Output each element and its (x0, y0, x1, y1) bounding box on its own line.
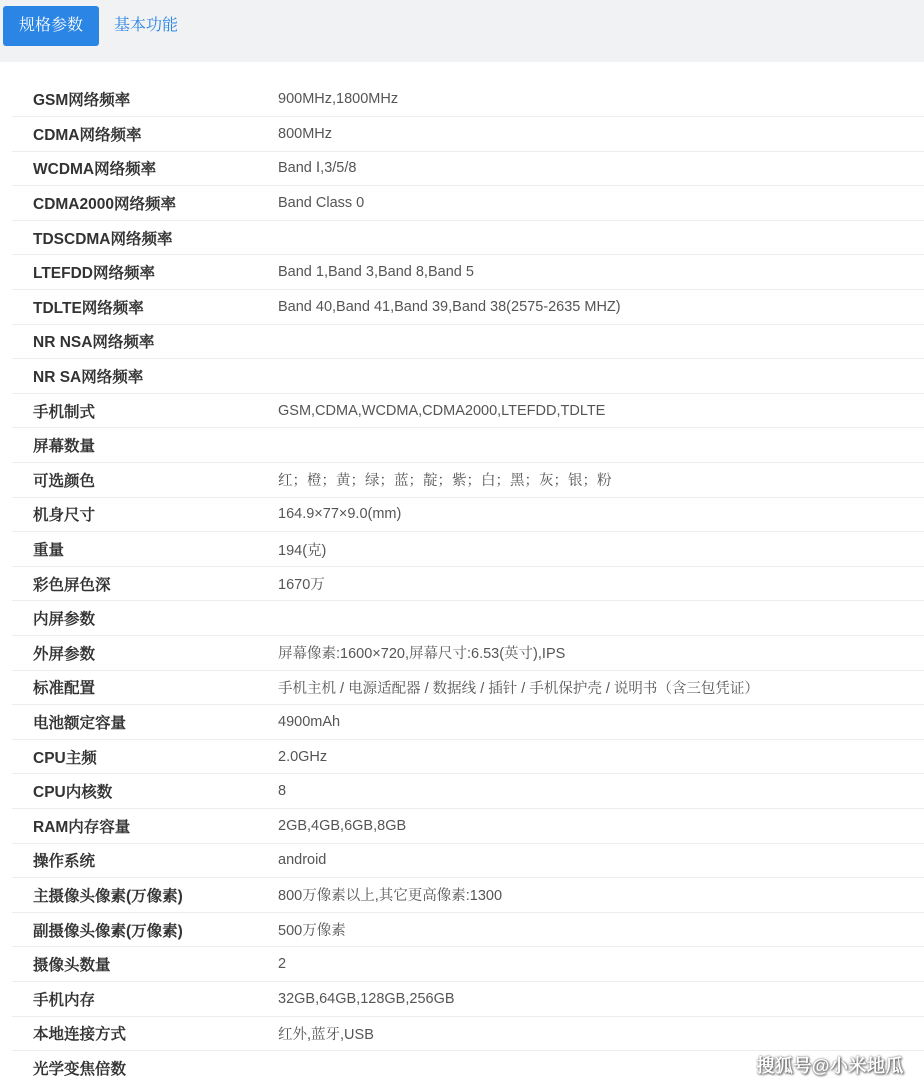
spec-row (12, 151, 924, 186)
spec-label: 可选颜色 (33, 472, 96, 490)
spec-value: 164.9×77×9.0(mm) (278, 506, 402, 523)
spec-label: CDMA网络频率 (33, 126, 142, 144)
spec-row (12, 670, 924, 705)
spec-row (12, 808, 924, 843)
spec-row (12, 636, 924, 671)
spec-row (12, 566, 924, 601)
spec-value (277, 601, 924, 636)
spec-label: 副摄像头像素(万像素) (33, 922, 183, 940)
spec-row (12, 220, 924, 255)
spec-label: RAM内存容量 (33, 818, 131, 836)
spec-row (12, 1016, 924, 1051)
spec-row (12, 739, 924, 774)
spec-label: TDLTE网络频率 (33, 299, 144, 317)
spec-value: 800万像素以上,其它更高像素:1300 (278, 888, 503, 905)
spec-label: 光学变焦倍数 (33, 1061, 127, 1079)
spec-label: 内屏参数 (33, 611, 96, 629)
spec-value (277, 324, 924, 359)
spec-label: 手机内存 (33, 991, 96, 1009)
spec-label: LTEFDD网络频率 (33, 265, 155, 283)
spec-value: 8 (278, 783, 287, 800)
spec-label: 摄像头数量 (33, 957, 111, 975)
spec-row (12, 705, 924, 740)
spec-value: 红外,蓝牙,USB (278, 1026, 374, 1043)
spec-value: 32GB,64GB,128GB,256GB (278, 990, 455, 1007)
spec-label: 外屏参数 (33, 645, 96, 663)
spec-row (12, 463, 924, 498)
spec-label: CPU主频 (33, 749, 97, 767)
tab-basic-functions[interactable]: 基本功能 (114, 17, 179, 34)
spec-row (12, 359, 924, 394)
watermark: 搜狐号@小米地瓜 (756, 1056, 904, 1076)
spec-row (12, 774, 924, 809)
spec-value: 2GB,4GB,6GB,8GB (278, 817, 407, 834)
spec-label: CPU内核数 (33, 784, 113, 802)
spec-label: NR NSA网络频率 (33, 334, 155, 352)
spec-label: 手机制式 (33, 403, 96, 421)
spec-value: Band Ⅰ,3/5/8 (278, 160, 357, 177)
spec-label: 主摄像头像素(万像素) (33, 887, 183, 905)
spec-value: 2.0GHz (278, 748, 328, 765)
spec-row (12, 532, 924, 567)
spec-row (12, 255, 924, 290)
spec-value: Band 40,Band 41,Band 39,Band 38(2575-2635 MHZ) (278, 298, 621, 315)
spec-label: 机身尺寸 (33, 507, 96, 525)
spec-label: 彩色屏色深 (33, 576, 111, 594)
spec-value: 红；橙；黄；绿；蓝；靛；紫；白；黑；灰；银；粉 (278, 473, 612, 490)
spec-value: 500万像素 (278, 923, 346, 940)
spec-value: 1670万 (278, 577, 325, 594)
spec-row (12, 290, 924, 325)
spec-label: 本地连接方式 (33, 1026, 127, 1044)
spec-value: 4900mAh (278, 713, 341, 730)
spec-label: CDMA2000网络频率 (33, 196, 176, 214)
spec-row (12, 186, 924, 221)
spec-value: GSM,CDMA,WCDMA,CDMA2000,LTEFDD,TDLTE (278, 402, 606, 419)
spec-value (277, 220, 924, 255)
spec-row (12, 428, 924, 463)
spec-row (12, 117, 924, 152)
spec-label: TDSCDMA网络频率 (33, 230, 173, 248)
spec-value: android (278, 852, 327, 869)
spec-label: GSM网络频率 (33, 92, 131, 110)
spec-value: 屏幕像素:1600×720,屏幕尺寸:6.53(英寸),IPS (278, 646, 566, 663)
spec-value (277, 359, 924, 394)
spec-value: 手机主机 / 电源适配器 / 数据线 / 插针 / 手机保护壳 / 说明书（含三包凭证） (278, 680, 759, 697)
spec-label: 屏幕数量 (33, 438, 96, 456)
spec-value: 2 (278, 956, 287, 973)
spec-row (12, 82, 924, 117)
spec-label: NR SA网络频率 (33, 369, 144, 387)
spec-row (12, 947, 924, 982)
spec-row (12, 878, 924, 913)
spec-value: Band 1,Band 3,Band 8,Band 5 (278, 264, 474, 281)
spec-value: 800MHz (278, 125, 332, 142)
spec-label: 标准配置 (33, 680, 96, 698)
spec-label: 重量 (33, 542, 65, 560)
spec-value: 900MHz,1800MHz (278, 91, 399, 108)
spec-label: 电池额定容量 (33, 714, 127, 732)
spec-value (277, 428, 924, 463)
spec-row (12, 601, 924, 636)
spec-value: 194(克) (278, 542, 327, 559)
tab-specs[interactable]: 规格参数 (3, 6, 99, 46)
tab-bar (0, 0, 924, 62)
spec-row (12, 324, 924, 359)
spec-label: 操作系统 (33, 853, 96, 871)
spec-row (12, 912, 924, 947)
spec-table (12, 82, 924, 1085)
spec-label: WCDMA网络频率 (33, 161, 157, 179)
spec-row (12, 497, 924, 532)
spec-row (12, 843, 924, 878)
spec-value: Band Class 0 (278, 195, 365, 212)
spec-row (12, 981, 924, 1016)
spec-row (12, 393, 924, 428)
